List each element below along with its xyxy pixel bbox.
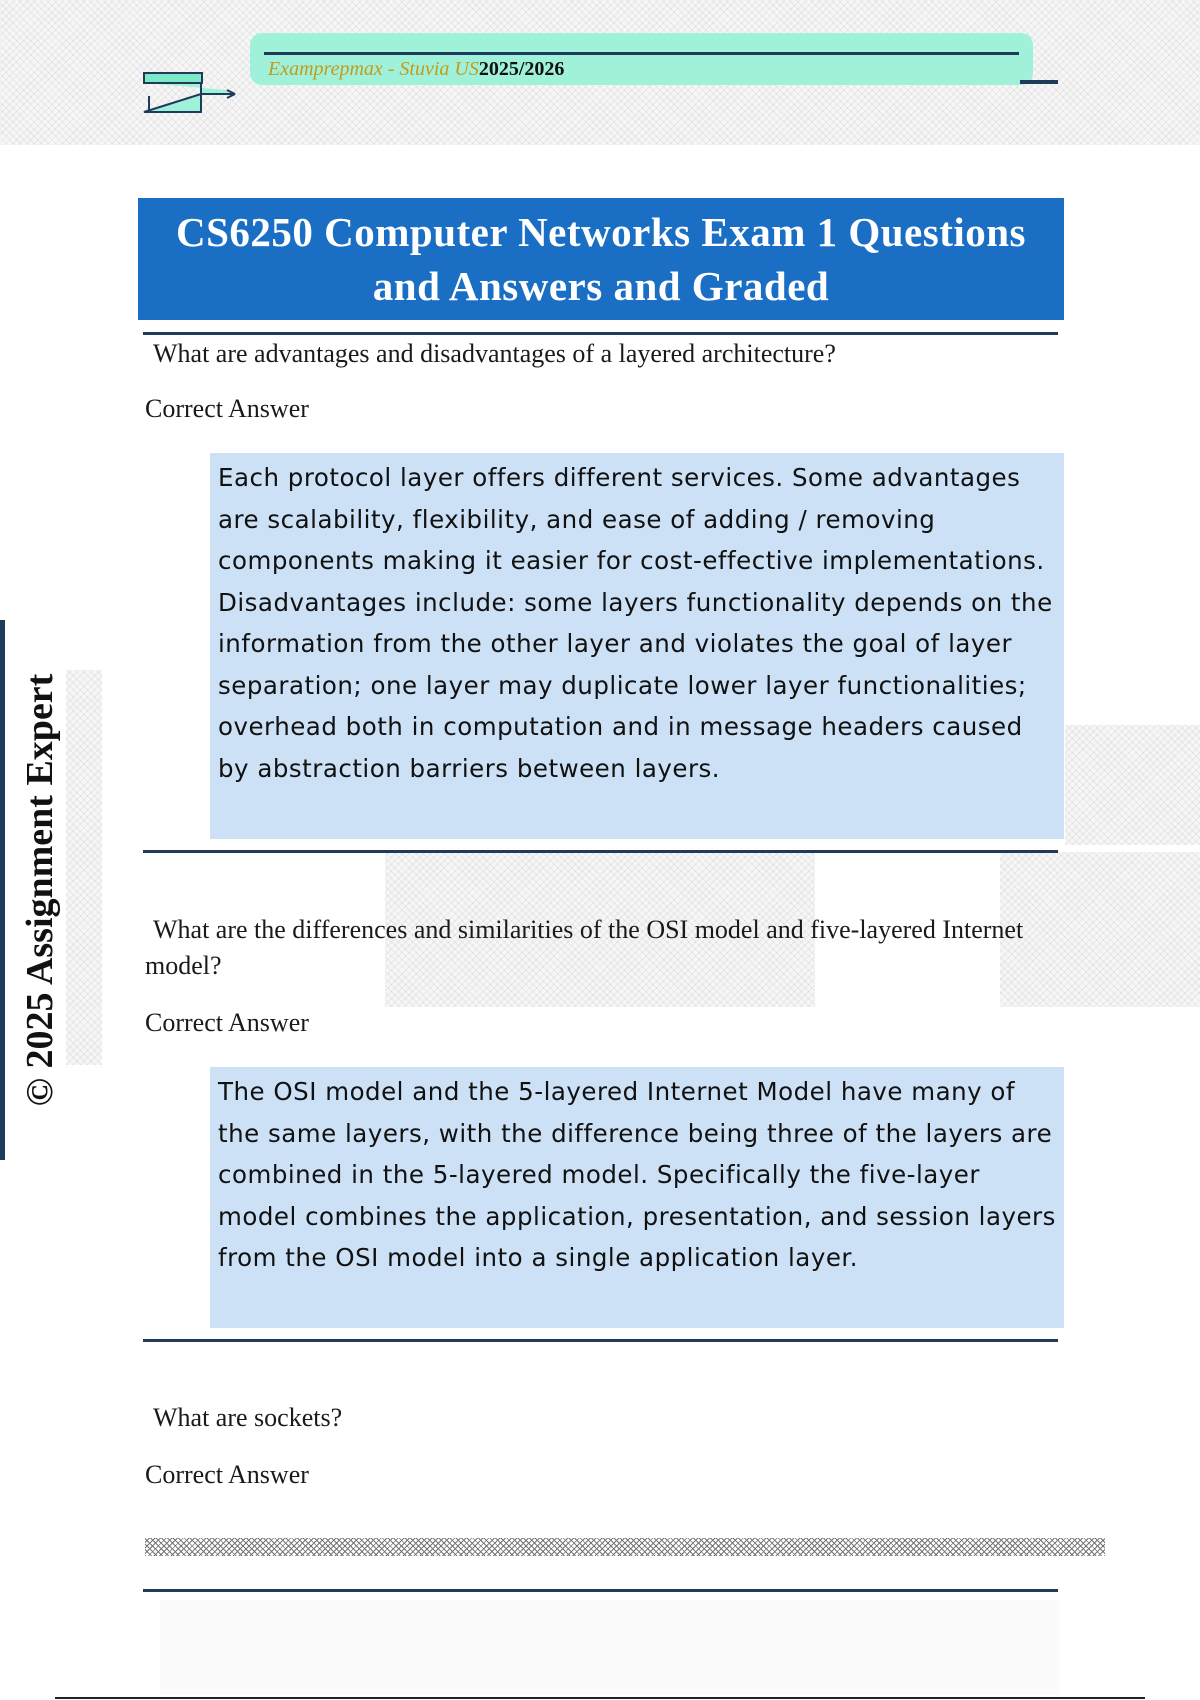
- header-source: Examprepmax - Stuvia US: [268, 58, 479, 80]
- page-title: [138, 198, 1064, 320]
- faint-block: [160, 1600, 1060, 1695]
- document-tab-icon: [143, 72, 238, 114]
- question-2: What are the differences and similarities of the OSI model and five-layered Internet model?: [145, 915, 1024, 980]
- answer-label-2: Correct Answer: [145, 1008, 309, 1037]
- sidebar-watermark: © 2025 Assignment Expert: [19, 673, 61, 1107]
- page-bottom-rule: [55, 1697, 1145, 1699]
- page-title-text: CS6250 Computer Networks Exam 1 Questions and Answers and Graded: [175, 209, 1026, 309]
- divider: [143, 1589, 1058, 1592]
- answer-2-text: The OSI model and the 5-layered Internet Model have many of the same layers, with the difference being three of the layers are combined in the 5-layered model. Specifically the five-layer model combines the application, presentation, and session layers from the OSI model into a single application layer.: [218, 1077, 1056, 1272]
- redacted-answer: [145, 1538, 1105, 1556]
- answer-label-1: Correct Answer: [145, 394, 309, 423]
- header-rule-tail: [1020, 80, 1058, 84]
- divider: [143, 850, 1058, 853]
- answer-label-3: Correct Answer: [145, 1460, 309, 1489]
- answer-1-text: Each protocol layer offers different services. Some advantages are scalability, flexibility, and ease of adding / removing components making it easier for cost-effective implementations. Disadvantages include: some layers functionality depends on the information from the other layer and violates the goal of layer separation; one layer may duplicate lower layer functionalities; overhead both in computation and in message headers caused by abstraction barriers between layers.: [218, 463, 1053, 783]
- answer-1: [210, 453, 1064, 839]
- sidebar-accent: [0, 620, 5, 1160]
- answer-2: [210, 1067, 1064, 1328]
- header-year: 2025/2026: [478, 58, 565, 80]
- header-caption: [268, 58, 564, 81]
- divider: [143, 1339, 1058, 1342]
- header-rule: [264, 52, 1019, 55]
- question-1: What are advantages and disadvantages of a layered architecture?: [153, 339, 836, 368]
- question-3: What are sockets?: [153, 1403, 343, 1432]
- watermark-patch: [1065, 725, 1200, 845]
- sidebar-faint-watermark: [66, 670, 102, 1065]
- divider: [143, 332, 1058, 335]
